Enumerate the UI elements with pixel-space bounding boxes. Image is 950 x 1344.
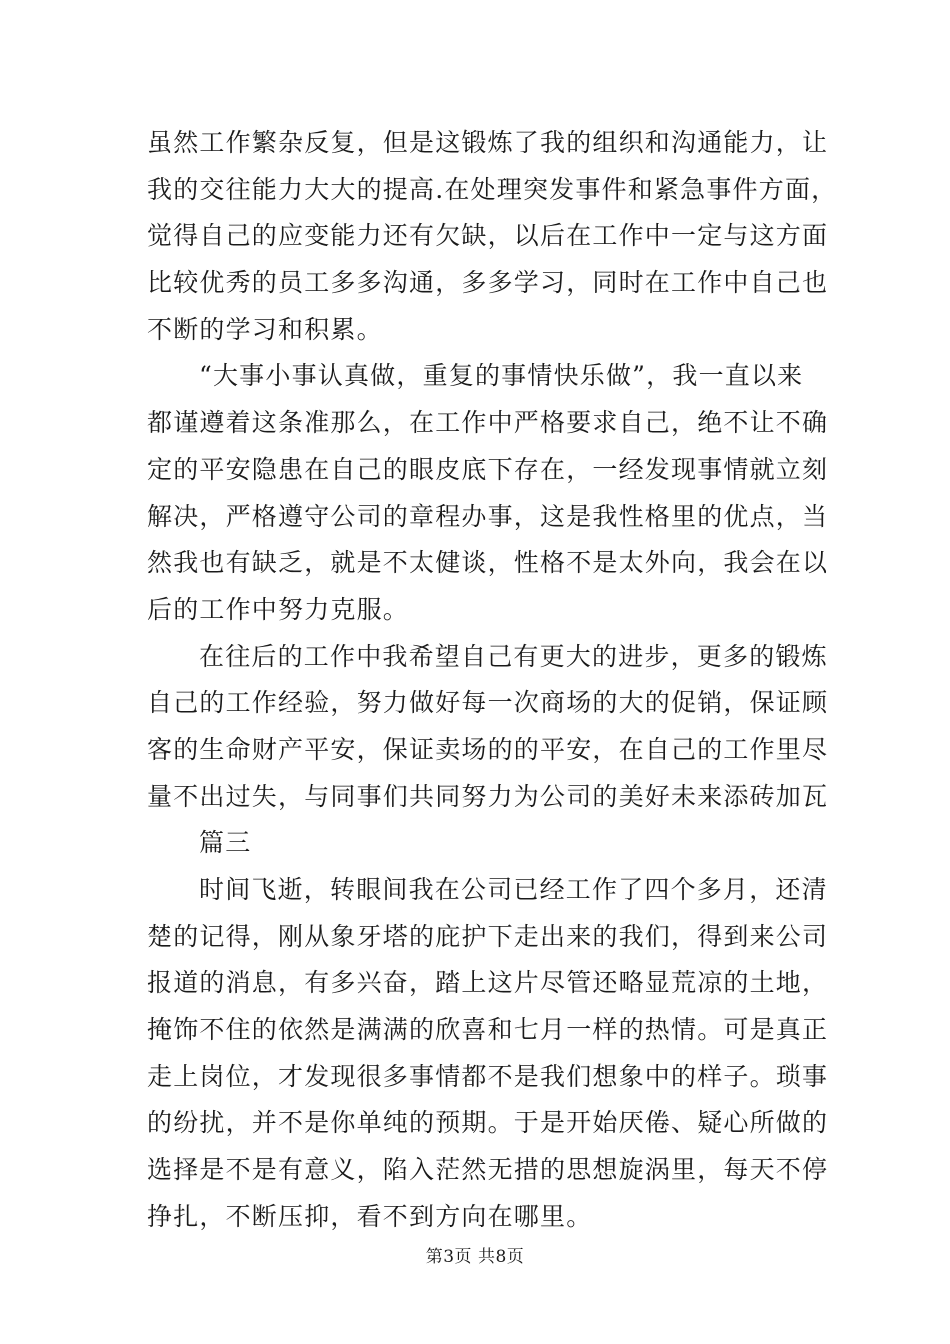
text-line: 后的工作中努力克服。	[147, 594, 410, 624]
text-line: 走上岗位，才发现很多事情都不是我们想象中的样子。琐事	[147, 1061, 829, 1091]
text-line: 量不出过失，与同事们共同努力为公司的美好未来添砖加瓦	[147, 781, 829, 811]
text-line: 我的交往能力大大的提高.在处理突发事件和紧急事件方面，	[147, 174, 838, 204]
text-line: 比较优秀的员工多多沟通，多多学习，同时在工作中自己也	[147, 268, 829, 298]
text-line: 解决，严格遵守公司的章程办事，这是我性格里的优点，当	[147, 501, 829, 531]
document-body	[147, 120, 838, 1241]
text-line: 挣扎，不断压抑，看不到方向在哪里。	[147, 1201, 593, 1231]
text-line: 的纷扰，并不是你单纯的预期。于是开始厌倦、疑心所做的	[147, 1108, 829, 1138]
text-line: 然我也有缺乏，就是不太健谈，性格不是太外向，我会在以	[147, 548, 829, 578]
text-line: 不断的学习和积累。	[147, 314, 383, 344]
text-line: 选择是不是有意义，陷入茫然无措的思想旋涡里，每天不停	[147, 1155, 829, 1185]
text-line: 报道的消息，有多兴奋，踏上这片尽管还略显荒凉的土地，	[147, 968, 829, 998]
text-line: 楚的记得，刚从象牙塔的庇护下走出来的我们，得到来公司	[147, 921, 829, 951]
text-line: “大事小事认真做，重复的事情快乐做”，我一直以来	[199, 361, 804, 391]
text-line: 篇三	[199, 828, 252, 858]
text-line: 客的生命财产平安，保证卖场的的平安，在自己的工作里尽	[147, 734, 829, 764]
text-line: 自己的工作经验，努力做好每一次商场的大的促销，保证顾	[147, 688, 829, 718]
text-line: 时间飞逝，转眼间我在公司已经工作了四个多月，还清	[199, 875, 828, 904]
text-line: 在往后的工作中我希望自己有更大的进步，更多的锻炼	[199, 641, 828, 671]
text-line: 定的平安隐患在自己的眼皮底下存在，一经发现事情就立刻	[147, 454, 829, 484]
text-line: 掩饰不住的依然是满满的欣喜和七月一样的热情。可是真正	[147, 1015, 829, 1045]
text-line: 觉得自己的应变能力还有欠缺，以后在工作中一定与这方面	[147, 221, 829, 251]
text-line: 虽然工作繁杂反复，但是这锻炼了我的组织和沟通能力，让	[147, 128, 829, 157]
page-number-footer: 第3页 共8页	[425, 1247, 525, 1267]
text-line: 都谨遵着这条准那么，在工作中严格要求自己，绝不让不确	[147, 408, 829, 438]
